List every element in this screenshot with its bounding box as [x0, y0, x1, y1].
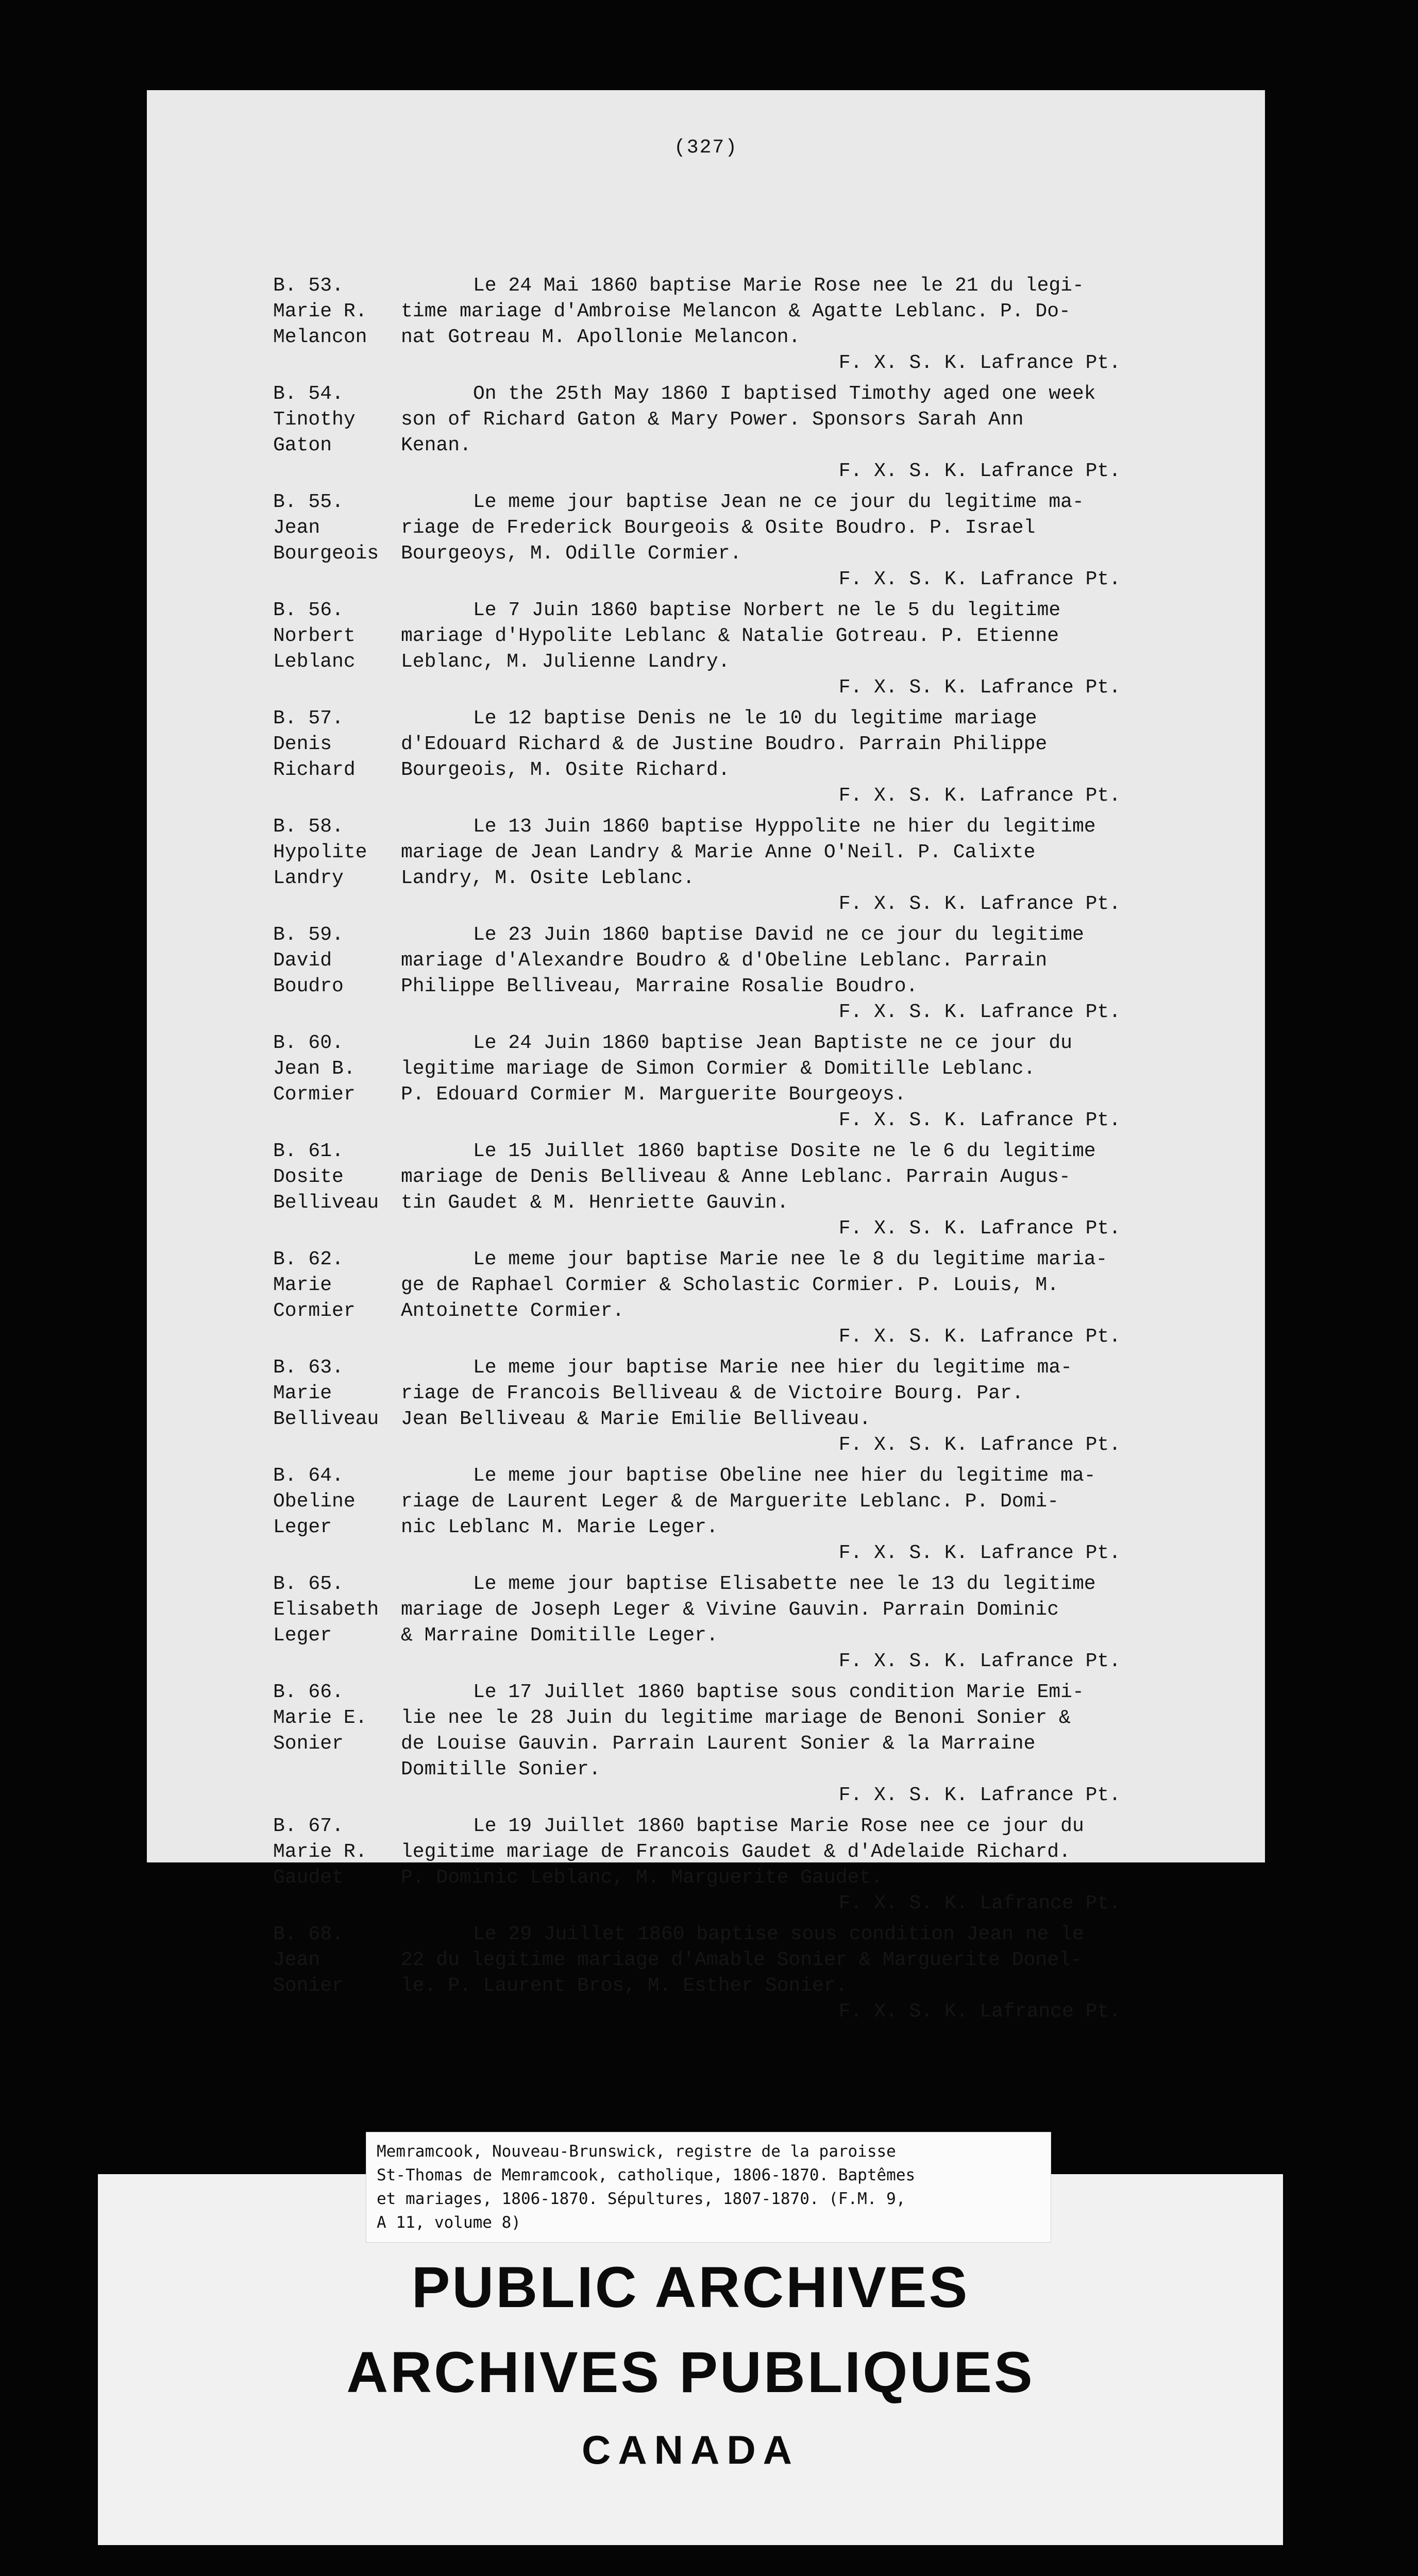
margin-line: Belliveau — [273, 1192, 379, 1214]
collection-label — [366, 2132, 1051, 2243]
entry-text — [401, 922, 1244, 1025]
entry-text — [401, 814, 1244, 917]
entry-line: P. Edouard Cormier M. Marguerite Bourgeoys. — [401, 1083, 906, 1106]
label-line: et mariages, 1806-1870. Sépultures, 1807-1870. (F.M. 9, — [377, 2190, 906, 2208]
entry-line: mariage de Denis Belliveau & Anne Leblanc. Parrain Augus- — [401, 1166, 1071, 1188]
margin-line: Cormier — [273, 1083, 356, 1106]
margin-line: Dosite — [273, 1166, 344, 1188]
entry-line: 22 du legitime mariage d'Amable Sonier & Marguerite Donel- — [401, 1949, 1083, 1971]
baptism-entry — [273, 922, 1244, 1025]
entry-line: riage de Frederick Bourgeois & Osite Boudro. P. Israel — [401, 517, 1036, 539]
entry-line: On the 25th May 1860 I baptised Timothy aged one week — [473, 383, 1096, 405]
entry-line: P. Dominic Leblanc, M. Marguerite Gaudet. — [401, 1867, 883, 1889]
entry-line: Le meme jour baptise Obeline nee hier du legitime ma- — [473, 1465, 1096, 1487]
entry-line: Domitille Sonier. — [401, 1758, 601, 1781]
entry-line: Le 7 Juin 1860 baptise Norbert ne le 5 du legitime — [473, 599, 1061, 621]
entry-line: tin Gaudet & M. Henriette Gauvin. — [401, 1192, 789, 1214]
label-line: Memramcook, Nouveau-Brunswick, registre de la paroisse — [377, 2142, 896, 2161]
margin-line: David — [273, 950, 332, 972]
margin-line: Jean B. — [273, 1058, 356, 1080]
entry-line: son of Richard Gaton & Mary Power. Sponsors Sarah Ann — [401, 409, 1024, 431]
entry-margin-note — [273, 1247, 397, 1324]
entry-line: Le 19 Juillet 1860 baptise Marie Rose nee ce jour du — [473, 1815, 1084, 1837]
entry-text — [401, 1571, 1244, 1674]
baptism-entries — [273, 273, 1244, 2030]
priest-signature: F. X. S. K. Lafrance Pt. — [838, 1784, 1121, 1806]
priest-signature: F. X. S. K. Lafrance Pt. — [838, 1109, 1121, 1131]
margin-line: Norbert — [273, 625, 356, 647]
entry-text — [401, 381, 1244, 484]
entry-margin-note — [273, 381, 397, 459]
baptism-entry — [273, 489, 1244, 592]
priest-signature: F. X. S. K. Lafrance Pt. — [838, 1892, 1121, 1914]
margin-line: Elisabeth — [273, 1599, 379, 1621]
margin-line: Sonier — [273, 1733, 344, 1755]
entry-line: mariage d'Alexandre Boudro & d'Obeline Leblanc. Parrain — [401, 950, 1048, 972]
entry-line: Le 17 Juillet 1860 baptise sous condition Marie Emi- — [473, 1681, 1084, 1703]
entry-line: mariage de Joseph Leger & Vivine Gauvin. Parrain Dominic — [401, 1599, 1059, 1621]
entry-line: mariage d'Hypolite Leblanc & Natalie Gotreau. P. Etienne — [401, 625, 1059, 647]
archives-title-english: PUBLIC ARCHIVES — [411, 2255, 970, 2319]
entry-margin-note — [273, 1571, 397, 1649]
entry-line: Le 15 Juillet 1860 baptise Dosite ne le 6 du legitime — [473, 1140, 1096, 1162]
entry-text — [401, 273, 1244, 376]
priest-signature: F. X. S. K. Lafrance Pt. — [838, 893, 1121, 915]
entry-line: Le 24 Mai 1860 baptise Marie Rose nee le 21 du legi- — [473, 275, 1084, 297]
margin-line: Gaudet — [273, 1867, 344, 1889]
margin-line: B. 61. — [273, 1140, 344, 1162]
priest-signature: F. X. S. K. Lafrance Pt. — [838, 352, 1121, 374]
entry-line: Le meme jour baptise Marie nee le 8 du legitime maria- — [473, 1248, 1108, 1270]
page-number: (327) — [673, 137, 738, 159]
entry-margin-note — [273, 1355, 397, 1432]
baptism-entry — [273, 814, 1244, 917]
margin-line: Marie — [273, 1274, 332, 1296]
entry-line: Le 23 Juin 1860 baptise David ne ce jour du legitime — [473, 924, 1084, 946]
entry-line: de Louise Gauvin. Parrain Laurent Sonier & la Marraine — [401, 1733, 1036, 1755]
priest-signature: F. X. S. K. Lafrance Pt. — [838, 676, 1121, 699]
entry-text — [401, 489, 1244, 592]
margin-line: Marie R. — [273, 1841, 367, 1863]
baptism-entry — [273, 1463, 1244, 1566]
entry-margin-note — [273, 489, 397, 567]
priest-signature: F. X. S. K. Lafrance Pt. — [838, 460, 1121, 482]
margin-line: Jean — [273, 1949, 320, 1971]
margin-line: Leger — [273, 1516, 332, 1538]
entry-line: d'Edouard Richard & de Justine Boudro. Parrain Philippe — [401, 733, 1048, 755]
margin-line: B. 66. — [273, 1681, 344, 1703]
entry-line: ge de Raphael Cormier & Scholastic Cormier. P. Louis, M. — [401, 1274, 1059, 1296]
margin-line: B. 55. — [273, 491, 344, 513]
entry-line: Jean Belliveau & Marie Emilie Belliveau. — [401, 1408, 871, 1430]
margin-line: Gaton — [273, 434, 332, 456]
entry-line: legitime mariage de Simon Cormier & Domitille Leblanc. — [401, 1058, 1036, 1080]
label-line: A 11, volume 8) — [377, 2213, 521, 2232]
entry-margin-note — [273, 814, 397, 891]
baptism-entry — [273, 1922, 1244, 2025]
entry-text — [401, 706, 1244, 809]
entry-margin-note — [273, 1814, 397, 1891]
entry-text — [401, 1355, 1244, 1458]
entry-text — [401, 1814, 1244, 1917]
archives-card — [98, 2142, 1283, 2545]
archives-country: CANADA — [582, 2427, 799, 2472]
entry-text — [401, 1247, 1244, 1350]
entry-line: nic Leblanc M. Marie Leger. — [401, 1516, 718, 1538]
entry-margin-note — [273, 1030, 397, 1108]
priest-signature: F. X. S. K. Lafrance Pt. — [838, 1650, 1121, 1672]
margin-line: Marie E. — [273, 1707, 367, 1729]
margin-line: B. 63. — [273, 1357, 344, 1379]
entry-margin-note — [273, 273, 397, 350]
entry-line: nat Gotreau M. Apollonie Melancon. — [401, 326, 801, 348]
baptism-entry — [273, 598, 1244, 701]
margin-line: Leblanc — [273, 651, 356, 673]
baptism-entry — [273, 273, 1244, 376]
entry-margin-note — [273, 1463, 397, 1540]
priest-signature: F. X. S. K. Lafrance Pt. — [838, 1434, 1121, 1456]
margin-line: B. 68. — [273, 1923, 344, 1945]
baptism-entry — [273, 1030, 1244, 1133]
margin-line: Tinothy — [273, 409, 356, 431]
entry-line: riage de Francois Belliveau & de Victoire Bourg. Par. — [401, 1382, 1024, 1404]
margin-line: Hypolite — [273, 841, 367, 863]
baptism-entry — [273, 1814, 1244, 1917]
entry-line: Bourgeois, M. Osite Richard. — [401, 759, 730, 781]
margin-line: Cormier — [273, 1300, 356, 1322]
priest-signature: F. X. S. K. Lafrance Pt. — [838, 1217, 1121, 1240]
margin-line: Boudro — [273, 975, 344, 997]
margin-line: B. 60. — [273, 1032, 344, 1054]
margin-line: Richard — [273, 759, 356, 781]
margin-line: Sonier — [273, 1975, 344, 1997]
entry-line: legitime mariage de Francois Gaudet & d'Adelaide Richard. — [401, 1841, 1071, 1863]
margin-line: B. 57. — [273, 707, 344, 730]
entry-line: Le 12 baptise Denis ne le 10 du legitime mariage — [473, 707, 1037, 730]
entry-line: Kenan. — [401, 434, 471, 456]
margin-line: Obeline — [273, 1490, 356, 1513]
entry-line: Le meme jour baptise Jean ne ce jour du legitime ma- — [473, 491, 1084, 513]
margin-line: B. 56. — [273, 599, 344, 621]
archives-title-french: ARCHIVES PUBLIQUES — [346, 2340, 1035, 2404]
entry-line: & Marraine Domitille Leger. — [401, 1624, 718, 1647]
entry-text — [401, 1680, 1244, 1808]
entry-line: Landry, M. Osite Leblanc. — [401, 867, 695, 889]
baptism-entry — [273, 706, 1244, 809]
entry-line: Philippe Belliveau, Marraine Rosalie Boudro. — [401, 975, 918, 997]
margin-line: Marie — [273, 1382, 332, 1404]
entry-line: le. P. Laurent Bros, M. Esther Sonier. — [401, 1975, 848, 1997]
entry-margin-note — [273, 1680, 397, 1757]
entry-text — [401, 598, 1244, 701]
entry-line: time mariage d'Ambroise Melancon & Agatte Leblanc. P. Do- — [401, 300, 1071, 323]
margin-line: Bourgeois — [273, 543, 379, 565]
entry-margin-note — [273, 1922, 397, 1999]
margin-line: B. 58. — [273, 816, 344, 838]
priest-signature: F. X. S. K. Lafrance Pt. — [838, 1001, 1121, 1023]
margin-line: B. 67. — [273, 1815, 344, 1837]
margin-line: Belliveau — [273, 1408, 379, 1430]
label-line: St-Thomas de Memramcook, catholique, 1806-1870. Baptêmes — [377, 2166, 916, 2184]
margin-line: B. 54. — [273, 383, 344, 405]
margin-line: Melancon — [273, 326, 367, 348]
priest-signature: F. X. S. K. Lafrance Pt. — [838, 1542, 1121, 1564]
entry-line: Antoinette Cormier. — [401, 1300, 624, 1322]
priest-signature: F. X. S. K. Lafrance Pt. — [838, 568, 1121, 590]
baptism-entry — [273, 1139, 1244, 1242]
margin-line: Jean — [273, 517, 320, 539]
entry-line: Leblanc, M. Julienne Landry. — [401, 651, 730, 673]
entry-line: Le meme jour baptise Marie nee hier du legitime ma- — [473, 1357, 1072, 1379]
entry-text — [401, 1463, 1244, 1566]
entry-line: mariage de Jean Landry & Marie Anne O'Neil. P. Calixte — [401, 841, 1036, 863]
baptism-entry — [273, 381, 1244, 484]
entry-margin-note — [273, 922, 397, 999]
entry-text — [401, 1139, 1244, 1242]
entry-line: lie nee le 28 Juin du legitime mariage de Benoni Sonier & — [401, 1707, 1071, 1729]
priest-signature: F. X. S. K. Lafrance Pt. — [838, 2001, 1121, 2023]
margin-line: Landry — [273, 867, 344, 889]
baptism-entry — [273, 1247, 1244, 1350]
register-page — [147, 90, 1265, 2023]
baptism-entry — [273, 1571, 1244, 1674]
baptism-entry — [273, 1680, 1244, 1808]
margin-line: B. 62. — [273, 1248, 344, 1270]
entry-line: Le meme jour baptise Elisabette nee le 13 du legitime — [473, 1573, 1096, 1595]
baptism-entry — [273, 1355, 1244, 1458]
entry-text — [401, 1922, 1244, 2025]
priest-signature: F. X. S. K. Lafrance Pt. — [838, 785, 1121, 807]
entry-line: Le 29 Juillet 1860 baptise sous condition Jean ne le — [473, 1923, 1084, 1945]
entry-text — [401, 1030, 1244, 1133]
entry-margin-note — [273, 706, 397, 783]
entry-margin-note — [273, 598, 397, 675]
entry-line: Le 24 Juin 1860 baptise Jean Baptiste ne ce jour du — [473, 1032, 1072, 1054]
margin-line: B. 59. — [273, 924, 344, 946]
margin-line: B. 53. — [273, 275, 344, 297]
priest-signature: F. X. S. K. Lafrance Pt. — [838, 1326, 1121, 1348]
margin-line: B. 65. — [273, 1573, 344, 1595]
margin-line: Leger — [273, 1624, 332, 1647]
margin-line: Marie R. — [273, 300, 367, 323]
entry-line: Bourgeoys, M. Odille Cormier. — [401, 543, 742, 565]
margin-line: B. 64. — [273, 1465, 344, 1487]
entry-line: Le 13 Juin 1860 baptise Hyppolite ne hier du legitime — [473, 816, 1096, 838]
margin-line: Denis — [273, 733, 332, 755]
entry-margin-note — [273, 1139, 397, 1216]
entry-line: riage de Laurent Leger & de Marguerite Leblanc. P. Domi- — [401, 1490, 1059, 1513]
